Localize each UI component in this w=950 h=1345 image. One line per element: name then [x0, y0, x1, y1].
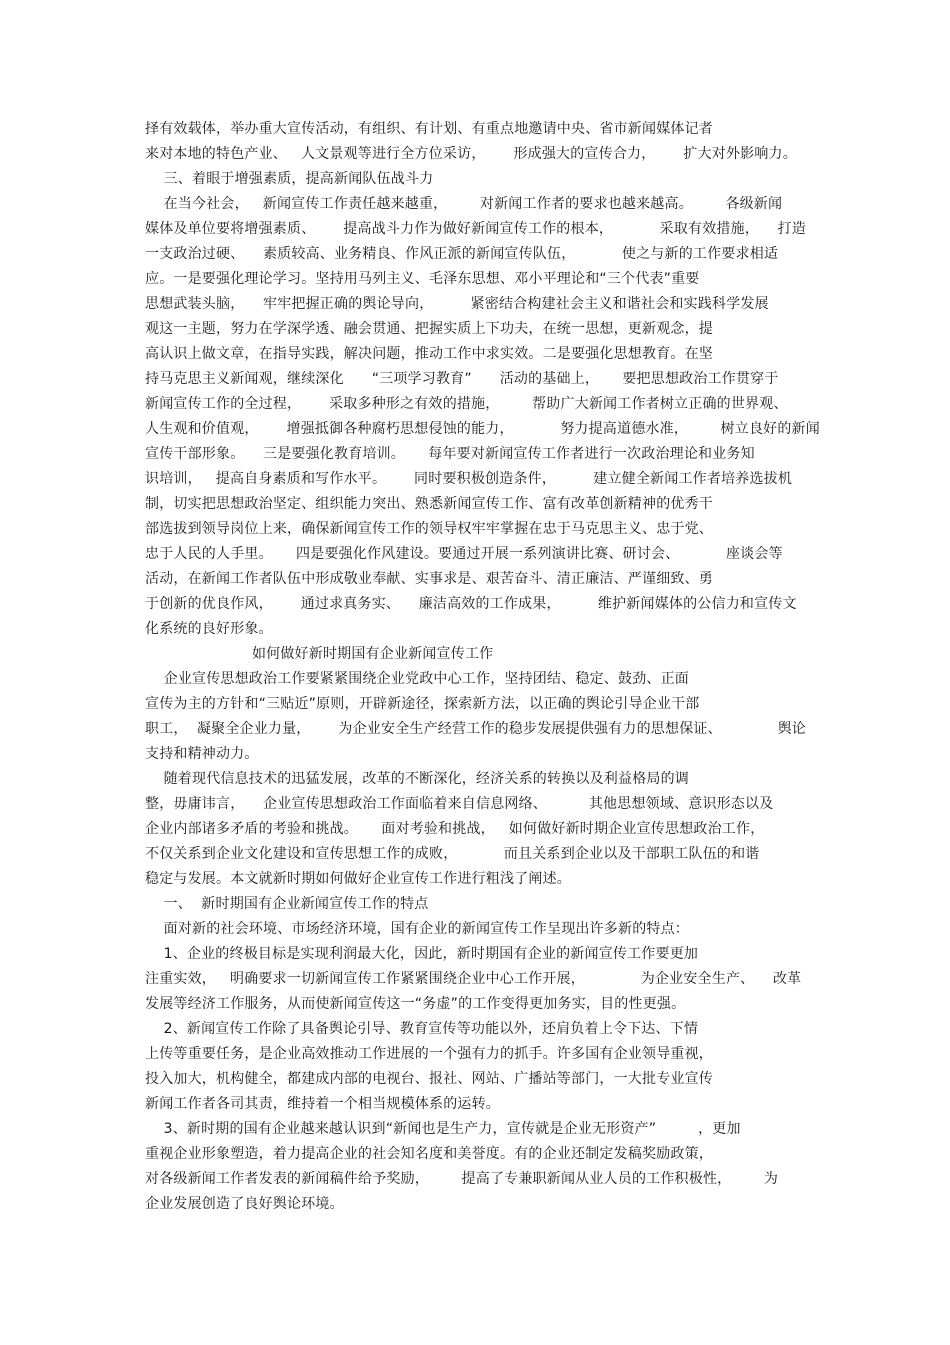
- text-line: 支持和精神动力。: [145, 746, 259, 762]
- text-line: 活动，在新闻工作者队伍中形成敬业奉献、实事求是、艰苦奋斗、清正廉洁、严谨细致、勇: [145, 571, 713, 587]
- text-line: 面对新的社会环境、市场经济环境，国有企业的新闻宣传工作呈现出许多新的特点：: [145, 921, 689, 937]
- text-line: 应。一是要强化理论学习。坚持用马列主义、毛泽东思想、邓小平理论和“三个代表”重要: [145, 271, 700, 287]
- text-line: 发展等经济工作服务，从而使新闻宣传这一“务虚”的工作变得更加务实，目的性更强。: [145, 996, 686, 1012]
- text-line: 部选拔到领导岗位上来，确保新闻宣传工作的领导权牢牢掌握在忠于马克思主义、忠于党、: [145, 521, 713, 537]
- text-line: 对各级新闻工作者发表的新闻稿件给予奖励， 提高了专兼职新闻从业人员的工作积极性， 为: [145, 1171, 779, 1187]
- text-line: 重视企业形象塑造，着力提高企业的社会知名度和美誉度。有的企业还制定发稿奖励政策，: [145, 1146, 713, 1162]
- section-heading: 三、着眼于增强素质，提高新闻队伍战斗力: [145, 171, 434, 187]
- text-line: 新闻工作者各司其责，维持着一个相当规模体系的运转。: [145, 1096, 500, 1112]
- text-line: 持马克思主义新闻观，继续深化 “三项学习教育” 活动的基础上， 要把思想政治工作贯穿于: [145, 371, 779, 387]
- text-line: 在当今社会， 新闻宣传工作责任越来越重， 对新闻工作者的要求也越来越高。 各级新闻: [145, 196, 783, 212]
- text-line: 2、新闻宣传工作除了具备舆论引导、教育宣传等功能以外，还肩负着上令下达、下情: [145, 1021, 699, 1037]
- text-line: 宣传为主的方针和“三贴近”原则，开辟新途径，探索新方法，以正确的舆论引导企业干部: [145, 696, 700, 712]
- text-line: 媒体及单位要将增强素质、 提高战斗力作为做好新闻宣传工作的根本， 采取有效措施， 打造: [145, 221, 807, 237]
- text-line: 稳定与发展。本文就新时期如何做好企业宣传工作进行粗浅了阐述。: [145, 871, 571, 887]
- text-line: 投入加大，机构健全，都建成内部的电视台、报社、网站、广播站等部门，一大批专业宣传: [145, 1071, 713, 1087]
- text-line: 人生观和价值观， 增强抵御各种腐朽思想侵蚀的能力， 努力提高道德水准， 树立良好的新闻: [145, 421, 820, 437]
- text-line: 企业宣传思想政治工作要紧紧围绕企业党政中心工作，坚持团结、稳定、鼓劲、正面: [145, 671, 689, 687]
- text-line: 一支政治过硬、 素质较高、业务精良、作风正派的新闻宣传队伍， 使之与新的工作要求相适: [145, 246, 779, 262]
- text-line: 观这一主题，努力在学深学透、融会贯通、把握实质上下功夫，在统一思想，更新观念，提: [145, 321, 713, 337]
- text-line: 于创新的优良作风， 通过求真务实、 廉洁高效的工作成果， 维护新闻媒体的公信力和宣传文: [145, 596, 797, 612]
- text-line: 企业发展创造了良好舆论环境。: [145, 1196, 344, 1212]
- text-line: 择有效载体，举办重大宣传活动，有组织、有计划、有重点地邀请中央、省市新闻媒体记者: [145, 121, 713, 137]
- text-line: 上传等重要任务，是企业高效推动工作进展的一个强有力的抓手。许多国有企业领导重视，: [145, 1046, 713, 1062]
- text-line: 1、企业的终极目标是实现利润最大化，因此，新时期国有企业的新闻宣传工作要更加: [145, 946, 699, 962]
- text-line: 职工， 凝聚全企业力量， 为企业安全生产经营工作的稳步发展提供强有力的思想保证、 舆论: [145, 721, 807, 737]
- text-line: 随着现代信息技术的迅猛发展，改革的不断深化，经济关系的转换以及利益格局的调: [145, 771, 689, 787]
- article-title: 如何做好新时期国有企业新闻宣传工作: [145, 646, 494, 662]
- text-line: 识培训， 提高自身素质和写作水平。 同时要积极创造条件， 建立健全新闻工作者培养选拔机: [145, 471, 793, 487]
- text-line: 不仅关系到企业文化建设和宣传思想工作的成败， 而且关系到企业以及干部职工队伍的和谐: [145, 846, 760, 862]
- text-line: 制，切实把思想政治坚定、组织能力突出、熟悉新闻宣传工作、富有改革创新精神的优秀干: [145, 496, 713, 512]
- text-line: 整，毋庸讳言， 企业宣传思想政治工作面临着来自信息网络、 其他思想领域、意识形态以及: [145, 796, 774, 812]
- text-line: 思想武装头脑， 牢牢把握正确的舆论导向， 紧密结合构建社会主义和谐社会和实践科学发展: [145, 296, 769, 312]
- text-line: 忠于人民的人手里。 四是要强化作风建设。要通过开展一系列演讲比赛、研讨会、 座谈会等: [145, 546, 783, 562]
- text-line: 化系统的良好形象。: [145, 621, 273, 637]
- text-line: 新闻宣传工作的全过程， 采取多种形之有效的措施， 帮助广大新闻工作者树立正确的世界观、: [145, 396, 788, 412]
- text-line: 来对本地的特色产业、 人文景观等进行全方位采访， 形成强大的宣传合力， 扩大对外影响力。: [145, 146, 797, 162]
- text-line: 注重实效， 明确要求一切新闻宣传工作紧紧围绕企业中心工作开展， 为企业安全生产、 改革: [145, 971, 802, 987]
- section-heading: 一、 新时期国有企业新闻宣传工作的特点: [145, 896, 429, 912]
- text-line: 企业内部诸多矛盾的考验和挑战。 面对考验和挑战， 如何做好新时期企业宣传思想政治工作，: [145, 821, 765, 837]
- text-line: 3、新时期的国有企业越来越认识到“新闻也是生产力，宣传就是企业无形资产” ，更加: [145, 1121, 741, 1137]
- text-line: 高认识上做文章，在指导实践，解决问题，推动工作中求实效。二是要强化思想教育。在坚: [145, 346, 713, 362]
- text-line: 宣传干部形象。 三是要强化教育培训。 每年要对新闻宣传工作者进行一次政治理论和业务知: [145, 446, 755, 462]
